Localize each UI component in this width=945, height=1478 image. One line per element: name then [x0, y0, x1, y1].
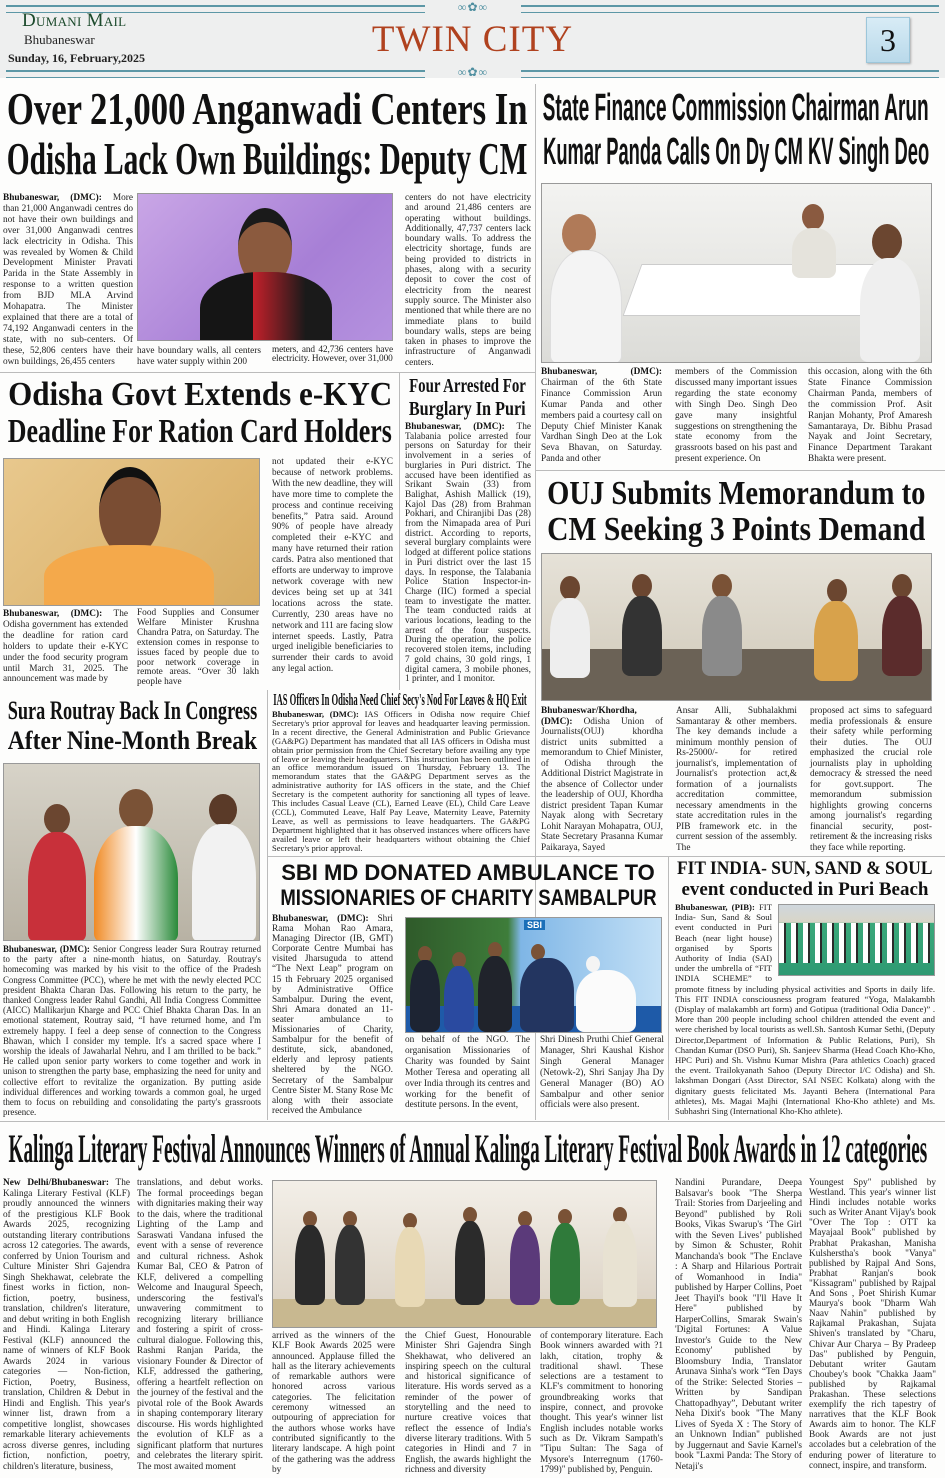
article-column [541, 367, 662, 468]
headline-line: After Nine-Month Break [7, 726, 257, 755]
fitindia-headline [676, 858, 934, 900]
headline-line: Over 21,000 Anganwadi Centers In [6, 83, 528, 134]
meeting-photo [541, 183, 932, 363]
headline-line: State Finance Commission Chairman Arun [542, 87, 930, 129]
article-column [405, 423, 531, 688]
headline-line: FIT INDIA- SUN, SAND & SOUL [677, 858, 933, 879]
article-text: The Talabania police arrested four persons on Saturday for their involvement in a series of burglaries in Puri district. The accused have been identified as Srikant Swain (33) from Balighat, Ashish Mallick (19), Kajol Das (28) from Brahman Pokhari, and Chiranjibi Das (28) from the Nimapada area of Puri district. According to reports, several burglary complaints were lodged at different police stations in Puri district over the last 15 days. In response, the Talabania Police Station Inspector-in-Charge (IIC) formed a special team to investigate the matter. The team conducted raids at various locations, leading to the arrest of the four suspects. During the operation, the police recovered stolen items, including 7 gold chains, 30 gold rings, 1 digital camera, 3 mobile phones, 1 printer, and 1 monitor. [405, 422, 531, 685]
column-divider [668, 856, 669, 1120]
article-column: centers do not have electricity and around 21,486 centers are operating without buildings. Additionally, 47,737 centers lack boundary walls. To address the electricity shortage, funds are being provided to districts in phases, along with a security deposit to cover the cost of electricity from the nearest supply source. The Minister also mentioned that while there are no immediate plans to build boundary walls, steps are being taken in phases to improve the infrastructure of Anganwadi centers. [405, 193, 531, 368]
article-text: The Odisha government has extended the deadline for ration card holders to update their e-KYC under the food security program until March 31, 2025. The announcement was made by [3, 609, 128, 685]
headline-line: OUJ Submits Memorandum to [546, 475, 926, 512]
headline-line: CM Seeking 3 Points Demand [546, 511, 926, 548]
minister-photo [3, 458, 260, 606]
article-column: translations, and debut works. The formal proceedings began with dignitaries making their way to the dais, where the traditional Lighting of the Lamp and Saraswati Vandana infused the event with a sense of reverence and cultural richness. Ashok Kumar Bal, CEO & Patron of KLF, delivered a compelling Welcome and Inaugural Speech, underscoring the festival's unwavering commitment to recognizing literary brilliance and fostering a spirit of cross-cultural dialogue. Following this, Rashmi Ranjan Parida, the visionary Founder & Director of KLF, addressed the gathering, offering a heartfelt reflection on the journey of the festival and the pivotal role of the Book Awards in shaping contemporary literary discourse. His words highlighted the evolution of KLF as a significant platform that nurtures and celebrates the literary spirit. The most awaited moment [137, 1178, 263, 1472]
dateline: Bhubaneswar/Khordha, (DMC): [541, 706, 637, 727]
ambulance-handover-photo [405, 917, 662, 1033]
article-text: Shri Rama Mohan Rao Amara, Managing Director (IB, GMT) Corporate Centre Mumbai has visited Jharsuguda to attend “The Next Leap” program on 15 th February 2025 organised by Administrative Office Sambalpur. During the event, Shri Amara donated an 11-seater ambulance to Missionaries of Charity, Sambalpur for the benefit of destitute, sick, abandoned, elderly and leprosy patients sheltered by the NGO. Secretary of the Sambalpur Centre Sister M. Stany Rose Mc along with their associate received the Ambulance [272, 914, 393, 1116]
article-column [3, 944, 261, 1119]
article-column: Youngest Spy" published by Westland. This year's winner list Hindi includes notable works such as Writer Anant Vijay's book "Over The Top : OTT ka Mayajaal Book" published by Prabhat Prakashan, Manisha Kulshersthа's book "Vanya" published by Rajpal And Sons, Prabhat Ranjan's book "Kissagram" published by Rajpal And Sons , Poet Shirish Kumar Maurya's book "Dharm Wah Naav Nahin" published by Rajkamal Prakashan, Sujata Shiven's translated by "Charu, Chivar Aur Charya – By Pradeep Das" published by Penguin, Debutant writer Gautam Choubey's book "Chakka Jaam" published by Rajkamal Prakashan. These selections exemplify the rich tapestry of narratives that the KLF Book Awards aim to honor. The KLF Book Awards are not just accolades but a celebration of the enduring power of literature to connect, inspire, and transform. [809, 1178, 936, 1471]
sura-headline [6, 696, 258, 756]
article-column: the Chief Guest, Honourable Minister Shri Gajendra Singh Shekhawat, who delivered an inspiring speech on the cultural and historical significance of literature. His words served as a reminder of the power of storytelling and the need to nurture creative voices that reflect the essence of India's diverse literary traditions. With 5 categories in Hindi and 7 in English, the awards highlight the richness and diversity [405, 1331, 531, 1475]
article-column: members of the Commission discussed many important issues regarding the state economy with Singh Deo. Singh Deo gave many insightful suggestions on strengthening the state economy from the grassroots based on his past and present experience. On [675, 367, 797, 465]
ekyc-headline [6, 376, 394, 450]
article-column [675, 902, 935, 1119]
sbi-banner: SBI [524, 920, 545, 930]
headline-line: IAS Officers In Odisha Need Chief Secy's Nod For Leaves & HQ Exit [273, 690, 527, 709]
article-text: FIT India- Sun, Sand & Soul event conducted in Puri Beach (near light house) organised by Sports Authority of India (SAI) under the umbrella of “FIT INDIA SCHEME” to promote fitness by including physical activities and Sports in daily life. This FIT INDIA consciousness program featured “Yoga, Malakambh (Display of malakambh art form) and Gotipua (traditional Odia Dance)” . More than 200 people including school children attended the event and were cherished by local tourists as well.Sh. Santosh Kumar Sethi, (Deputy Director,Department of Information & Public Relations, Puri), Sh Chandan Kumar (DSO Puri), Sh. Sanjeev Sharma (Head Coach Kho-Kho, HPC Puri) and Sh. Vishnu Kumar Mishra (Para athletics Coach) graced the event. Trailokyanath Sahoo (Deputy Director I/C Odisha) and Sh. lakshman Dongari (Asst Director, SAI NSEC Kolkata) along with the dignitary guests felicitated Ms. Jayanti Behera (International Para athletes), Ms. Magai Majhi (International Kho-Kho athlete) and Ms. Subhashri Sing (International Kho-Kho athlete). [675, 902, 935, 1117]
article-column: not updated their e-KYC because of network problems. With the new deadline, they will have more time to complete the process and continue receiving benefits,” Patra said. Around 90% of people have already completed their e-KYC and many have returned their ration cards. Patra also mentioned that efforts are underway to improve network coverage with new devices being set up at 341 locations across the state. Currently, 230 areas have no network and 111 are facing slow internet speeds. Lastly, Patra urged ineligible beneficiaries to surrender their cards to avoid any legal action. [272, 457, 393, 675]
headline-line: event conducted in Puri Beach [681, 879, 929, 900]
ouj-headline [545, 476, 927, 548]
anganwadi-headline [4, 84, 530, 184]
page-number: 3 [866, 17, 910, 63]
article-column: arrived as the winners of the KLF Book Awards 2025 were announced. Applause filled the hall as the literary achievements of remarkable authors were honored across various categories. The felicitation ceremony witnessed an outpouring of appreciation for the authors whose works have contributed significantly to the literary landscape. A high point of the gathering was the address by [272, 1331, 395, 1475]
row-divider [536, 470, 945, 471]
dateline: Bhubaneswar, (DMC): [3, 609, 103, 619]
headline-line: Four Arrested For [408, 375, 526, 397]
row-divider [0, 1121, 945, 1122]
dateline: New Delhi/Bhubaneswar: [3, 1178, 109, 1188]
headline-line: MISSIONARIES OF CHARITY SAMBALPUR [279, 885, 657, 910]
article-column [272, 710, 530, 854]
dateline: Bhubaneswar, (DMC): [405, 422, 505, 432]
dateline: Bhubaneswar, (DMC): [541, 367, 662, 377]
article-column: Food Supplies and Consumer Welfare Minister Krushna Chandra Patra, on Saturday. The extension comes in response to issues faced by people due to poor network coverage in remote areas. “Over 30 lakh people have [137, 608, 259, 688]
article-text: The Kalinga Literary Festival (KLF) proudly announced the winners of the prestigious KLF Book Awards 2025, recognizing outstanding literary contributions across 12 categories. The awards, conferred by Union Tourism and Culture Minister Shri Gajendra Singh Shekhawat, celebrate the finest works in fiction, non-fiction, poetry, business, translation, children's literature, and debut writing in both English and Hindi. Kalinga Literary Festival (KLF) announced the name of winners of KLF Book Awards 2024 in various categories — Non-fiction, Fiction, Poetry, Business, translation, Children & Debut in Hindi and English. This year's winner list, drawn from a competitive longlist, showcases remarkable literary achievements across diverse genres, including fiction, nonfiction, poetry, children's literature, business, [3, 1178, 130, 1472]
dateline: Bhubaneswar, (DMC): [272, 914, 369, 924]
row-divider [268, 856, 945, 857]
article-column [272, 914, 393, 1118]
masthead-city: Bhubaneswar [24, 32, 95, 47]
book-awards-photo [272, 1180, 657, 1328]
article-column: Shri Dinesh Pruthi Chief General Manager, Shri Kaushal Kishor Singh General Manager (Netowk-2), Shri Sanjay Jha Dy General Manager (BO) AO Sambalpur and other senior officials were also present. [540, 1035, 664, 1111]
yoga-event-photo [778, 904, 935, 976]
article-column [3, 193, 133, 370]
burglary-headline [408, 375, 526, 421]
headline-line: Burglary In Puri [408, 398, 526, 420]
article-text: Odisha Union of Journalists(OUJ) khordha district units submitted a memorandum to Chief Minister, of Odisha through the Additional District Magistrate in the absence of Collector under the leadership of OUJ, Khordha district president Tapan Kumar Nayak along with Secretary Lohit Narayan Mohapatra, OUJ, State Secretary Prasanna Kumar Paikaraya, Sayed [541, 716, 663, 853]
article-text: More than 21,000 Anganwadi centres do not have their own buildings and over 31,000 Anganwadi centres lack electricity in Odisha. This was revealed by Women & Child Development Minister Pravati Parida in the State Assembly in response to a written question from BJD MLA Arvind Mohapatra. The Minister explained that there are a total of 74,192 Anganwadi centers in the state, with no sub-centers. Of these, 52,806 centers have their own buildings, 26,455 centers [3, 193, 133, 367]
article-column [3, 609, 128, 689]
headline-line: Kalinga Literary Festival Announces Winners of Annual Kalinga Literary Festival Book Awards in 12 categories [8, 1126, 928, 1171]
article-column: this occasion, along with the 6th State Finance Commission Chairman Panda, members of the commission Prof. Asit Ranjan Mohanty, Prof Amaresh Samantaraya, Dr. Bibhu Prasad Nayak and Joint Secretary, Finance Department Tarakant Bhakta were present. [808, 367, 932, 465]
dateline: Bhubaneswar, (DMC): [3, 193, 102, 203]
article-column: on behalf of the NGO. The organisation Missionaries of Charity was founded by Saint Mother Teresa and operating all over India through its centres and working for the benefit of destitute persons. In the event, [405, 1035, 530, 1111]
issue-date: Sunday, 16, February,2025 [8, 51, 146, 65]
article-text: IAS Officers in Odisha now require Chief Secretary's prior approval for leaves and headquarter leaving permission. In a recent directive, the General Administration and Public Grievance (GA&PG) Department has mandated that all IAS officers in Odisha must obtain prior permission from the Chief Secretary before availing any type of leave or leaving their headquarters. This instruction has been outlined in an office memorandum issued on Thursday, February 13. The memorandum states that the GA&PG Department serves as the administrative authority for IAS officers in the state, and the Chief Secretary is the competent authority for sanctioning all types of leave. This includes Casual Leave (CL), Earned Leave (EL), Child Care Leave (CCL), Commuted Leave, Half Pay Leave, Maternity Leave, Paternity Leave, as well as permissions to leave headquarters. The GA&PG Department highlighted that it has observed instances where officers have availed leave or left their headquarters without obtaining the Chief Secretary's prior approval. [272, 709, 530, 853]
kalinga-headline [4, 1126, 932, 1172]
dateline: Bhubaneswar, (PIB): [675, 902, 755, 912]
ias-headline [272, 690, 528, 709]
headline-line: SBI MD DONATED AMBULANCE TO [281, 860, 655, 885]
headline-line: Odisha Lack Own Buildings: Deputy CM [6, 133, 528, 184]
page-header [0, 0, 945, 78]
sura-routray-photo [3, 763, 260, 941]
column-divider [399, 372, 400, 690]
row-divider [0, 372, 535, 373]
article-column: Nandini Purandare, Deepa Balsavar's book "The Sherpa Trail: Stories from Darjeeling and Beyond" published by Roli Books, Vikas Swarup's ‘The Girl with the Seven Lives’ published by Simon & Schuster, Rohit Manchanda's book "The Enclave : A Sharp and Hilarious Portrait of Womanhood in India" published by Harper Collins, Poet Jeet Thayil's book "I'll Have It Here" published by HarperCollins, Smarak Swain's 'Digital Fortunes: A Value Investor's Guide to the New Economy' published by Bloomsbury India, Translator Arunava Sinha's work “Ten Days of the Strike: Selected Stories – Written by Sandipan Chattopadhyay”, Debutant writer Neha Dixit's book "The Many Lives of Syeda X : The Story of an Unknown Indian" published by Juggernaut and Savie Karnel's book "Laxmi Panda: The Story of Netaji's [675, 1178, 802, 1472]
ornament-icon: ∞✿∞ [425, 66, 521, 78]
column-divider [267, 690, 268, 1120]
headline-line: Deadline For Ration Card Holders [7, 413, 393, 450]
ornament-icon: ∞✿∞ [425, 1, 521, 13]
article-column: have boundary walls, all centers have water supply within 200 [137, 346, 261, 367]
article-column: meters, and 42,736 centers have electricity. However, over 31,000 [272, 345, 393, 365]
article-column: Ansar Alli, Subhalakhmi Samantaray & other members. The key demands include a minimum monthly pension of Rs-25000/- for retired journalist's, implementation of Journalist's protection act,& formation of a journalists accreditation committee, necessary amendments in the state accreditation rules in the PIB framework etc. in the current session of the assembly. The [676, 706, 797, 853]
headline-line: Kumar Panda Calls On Dy CM KV Singh Deo [542, 131, 930, 173]
memorandum-photo [541, 553, 932, 701]
article-column [3, 1178, 130, 1476]
dateline: Bhubaneswar, (DMC): [272, 709, 359, 719]
sbi-headline [278, 860, 658, 910]
headline-line: Odisha Govt Extends e-KYC [7, 376, 393, 413]
article-column: of contemporary literature. Each Book winners awarded with ?1 lakh, citation, trophy & traditional shawl. These selections are a testament to KLF's commitment to honoring groundbreaking works that inspire, connect, and provoke thought. This year's winner list English includes notable works such as Dr. Vikram Sampath's "Tipu Sultan: The Saga of Mysore's Interregnum (1760-1799)" published by, Penguin. [540, 1331, 663, 1475]
dateline: Bhubaneswar, (DMC): [3, 944, 90, 954]
article-column: proposed act sims to safeguard media professionals & ensure their safety while performing their duties. The OUJ emphasized the crucial role journalists play in upholding democracy & stressed the need for govt.support. The memorandum submission highlights growing concerns among journalist's regarding financial security, post-retirement & the increasing risks they face while reporting. [810, 706, 932, 853]
section-title: TWIN CITY [371, 19, 574, 60]
article-text: Chairman of the 6th State Finance Commission Arun Kumar Panda and other members paid a courtesy call on Deputy Chief Minister Kanak Vardhan Singh Deo at the Lok Seva Bhavan, on Saturday. Panda and other [541, 377, 662, 465]
article-text: Senior Congress leader Sura Routray returned to the party after a nine-month hiatus, on Saturday. Routray's homecoming was marked by his visit to the office of the Pradesh Congress Committee (PCC), where he met with the newly elected PCC president Bhakta Charan Das. Following his return to the party, he thanked Congress leader Rahul Gandhi, All India Congress Committee (AICC) Mallikarjun Kharge and PCC Chief Bhakta Charan Das. In an emotional statement, Routray said, “I have returned home, and I'm extremely happy. I feel a deep sense of connection to the Congress Bhawan, which I consider my temple. It's a sacred space where I worship the ideals of Jawaharlal Nehru, and I am thrilled to be back.” He called upon senior party workers to come together and work in unison to strengthen the party base, emphasizing the need for unity and collective effort to revitalize the organization. By putting aside individual differences and working towards a common goal, he urged them to focus on rebuilding and consolidating the party's grassroots presence. [3, 944, 262, 1118]
article-column [541, 706, 663, 854]
masthead-name: Dumani Mail [22, 10, 127, 31]
finance-headline [541, 86, 931, 174]
headline-line: Sura Routray Back In Congress [7, 696, 257, 725]
minister-photo [137, 193, 393, 341]
